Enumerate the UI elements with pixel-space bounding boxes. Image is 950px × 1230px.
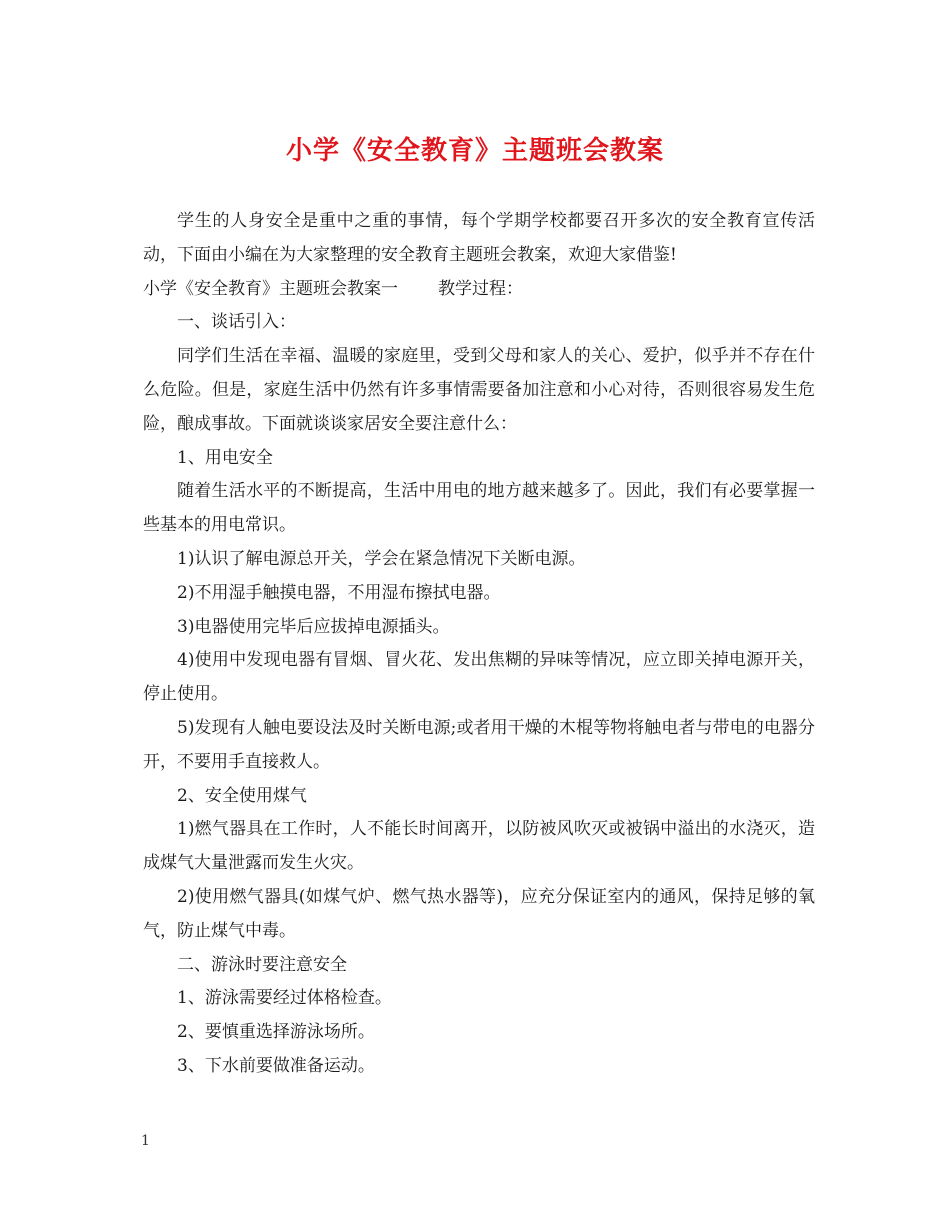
section-heading: 二、游泳时要注意安全 — [177, 954, 347, 975]
list-item: 3、下水前要做准备运动。 — [177, 1055, 375, 1076]
plan-heading: 小学《安全教育》主题班会教案一 — [143, 278, 398, 299]
intro-paragraph: 学生的人身安全是重中之重的事情，每个学期学校都要召开多次的安全教育宣传活动，下面由小编在为大家整理的安全教育主题班会教案，欢迎大家借鉴! — [143, 211, 815, 265]
list-item: 1、游泳需要经过体格检查。 — [177, 988, 392, 1009]
list-item: 2)使用燃气器具(如煤气炉、燃气热水器等)，应充分保证室内的通风，保持足够的氧气，防止煤气中毒。 — [143, 886, 815, 941]
list-item: 1)认识了解电源总开关，学会在紧急情况下关断电源。 — [177, 548, 586, 569]
list-item: 4)使用中发现电器有冒烟、冒火花、发出焦糊的异味等情况，应立即关掉电源开关，停止使用。 — [143, 650, 815, 705]
page-number: 1 — [141, 1133, 150, 1149]
plan-heading-line — [143, 273, 815, 307]
list-item: 2、要慎重选择游泳场所。 — [177, 1022, 375, 1043]
subsection-heading: 1、用电安全 — [177, 447, 273, 468]
list-item: 2)不用湿手触摸电器，不用湿布擦拭电器。 — [177, 582, 501, 603]
process-label: 教学过程： — [438, 278, 523, 299]
section-heading: 一、谈话引入： — [177, 312, 296, 333]
document-title: 小学《安全教育》主题班会教案 — [285, 136, 664, 166]
document-body — [143, 205, 815, 1084]
subsection-heading: 2、安全使用煤气 — [177, 785, 307, 806]
body-paragraph: 同学们生活在幸福、温暖的家庭里，受到父母和家人的关心、爱护，似乎并不存在什么危险。但是，家庭生活中仍然有许多事情需要备加注意和小心对待，否则很容易发生危险，酿成事故。下面就谈谈家居安全要注意什么： — [143, 346, 815, 434]
list-item: 5)发现有人触电要设法及时关断电源;或者用干燥的木棍等物将触电者与带电的电器分开，不要用手直接救人。 — [143, 717, 815, 772]
list-item: 1)燃气器具在工作时，人不能长时间离开，以防被风吹灭或被锅中溢出的水浇灭，造成煤气大量泄露而发生火灾。 — [143, 819, 815, 874]
list-item: 3)电器使用完毕后应拔掉电源插头。 — [177, 616, 450, 637]
body-paragraph: 随着生活水平的不断提高，生活中用电的地方越来越多了。因此，我们有必要掌握一些基本的用电常识。 — [143, 481, 815, 536]
